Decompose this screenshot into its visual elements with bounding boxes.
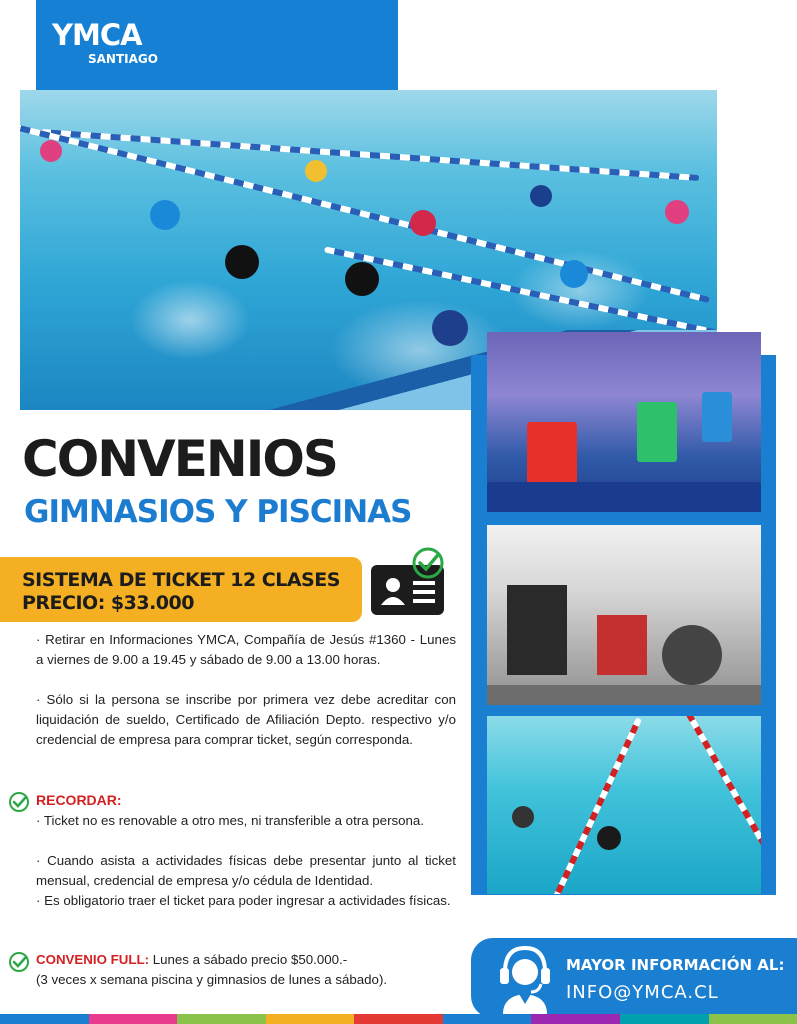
floor <box>487 482 761 512</box>
contact-info-box <box>471 938 797 1018</box>
swimmer <box>530 185 552 207</box>
check-circle-icon <box>8 951 30 973</box>
gym-photo <box>487 525 761 705</box>
stripe-segment <box>620 1014 709 1024</box>
ticket-plan-name: SISTEMA DE TICKET 12 CLASES <box>22 569 340 591</box>
gym-machine <box>507 585 567 675</box>
swimmer <box>410 210 436 236</box>
requirements-paragraph: · Sólo si la persona se inscribe por primera vez debe acreditar con liquidación de sueldo, Certificado de Afiliación Depto. respectivo y/o credencial de empresa para comprar ticket, según corresponda. <box>36 692 456 747</box>
page-title: CONVENIOS <box>22 430 337 488</box>
stripe-segment <box>266 1014 355 1024</box>
swimmer <box>305 160 327 182</box>
swimmer <box>40 140 62 162</box>
full-plan-note: (3 veces x semana piscina y gimnasios de lunes a sábado). <box>36 972 388 987</box>
logo-text: YMCA <box>52 18 142 52</box>
stripe-segment <box>0 1014 89 1024</box>
logo-subtext: SANTIAGO <box>88 52 158 66</box>
swimmer <box>560 260 588 288</box>
stripe-segment <box>177 1014 266 1024</box>
full-plan-price: Lunes a sábado precio $50.000.- <box>149 952 348 967</box>
reminder-heading: RECORDAR: <box>36 792 122 808</box>
stripe-segment <box>443 1014 532 1024</box>
contact-email-link[interactable]: INFO@YMCA.CL <box>566 982 719 1003</box>
swimmer <box>665 200 689 224</box>
gym-plate <box>662 625 722 685</box>
swimmer <box>150 200 180 230</box>
floor <box>487 685 761 705</box>
support-headset-icon <box>495 942 555 1014</box>
reminder-item: · Cuando asista a actividades físicas debe presentar junto al ticket mensual, credencial de empresa y/o cédula de Identidad. <box>36 853 456 888</box>
pickup-info-paragraph: · Retirar en Informaciones YMCA, Compañía de Jesús #1360 - Lunes a viernes de 9.00 a 19.45 y sábado de 9.00 a 13.00 horas. <box>36 632 456 667</box>
page-subtitle: GIMNASIOS Y PISCINAS <box>24 494 412 530</box>
swimmer <box>597 826 621 850</box>
swimmer <box>512 806 534 828</box>
check-circle-icon <box>411 546 445 580</box>
spinning-photo <box>487 332 761 512</box>
bike <box>702 392 732 442</box>
stripe-segment <box>709 1014 797 1024</box>
bottom-color-stripe <box>0 1014 797 1024</box>
ticket-price: PRECIO: $33.000 <box>22 592 194 614</box>
contact-heading: MAYOR INFORMACIÓN AL: <box>566 956 785 974</box>
swimmer <box>225 245 259 279</box>
stripe-segment <box>89 1014 178 1024</box>
logo-box <box>36 0 398 90</box>
lane-rope <box>552 717 642 894</box>
reminder-item: · Ticket no es renovable a otro mes, ni transferible a otra persona. <box>36 813 425 828</box>
lane-rope <box>682 716 761 873</box>
ticket-banner <box>0 557 362 622</box>
full-plan-heading: CONVENIO FULL: <box>36 952 150 967</box>
bike <box>637 402 677 462</box>
gym-machine <box>597 615 647 675</box>
lane-rope <box>324 246 717 339</box>
swimmer <box>345 262 379 296</box>
stripe-segment <box>531 1014 620 1024</box>
reminder-item: · Es obligatorio traer el ticket para poder ingresar a actividades físicas. <box>36 893 451 908</box>
full-plan-line <box>36 950 456 970</box>
lane-swimming-photo <box>487 716 761 894</box>
check-circle-icon <box>8 791 30 813</box>
stripe-segment <box>354 1014 443 1024</box>
